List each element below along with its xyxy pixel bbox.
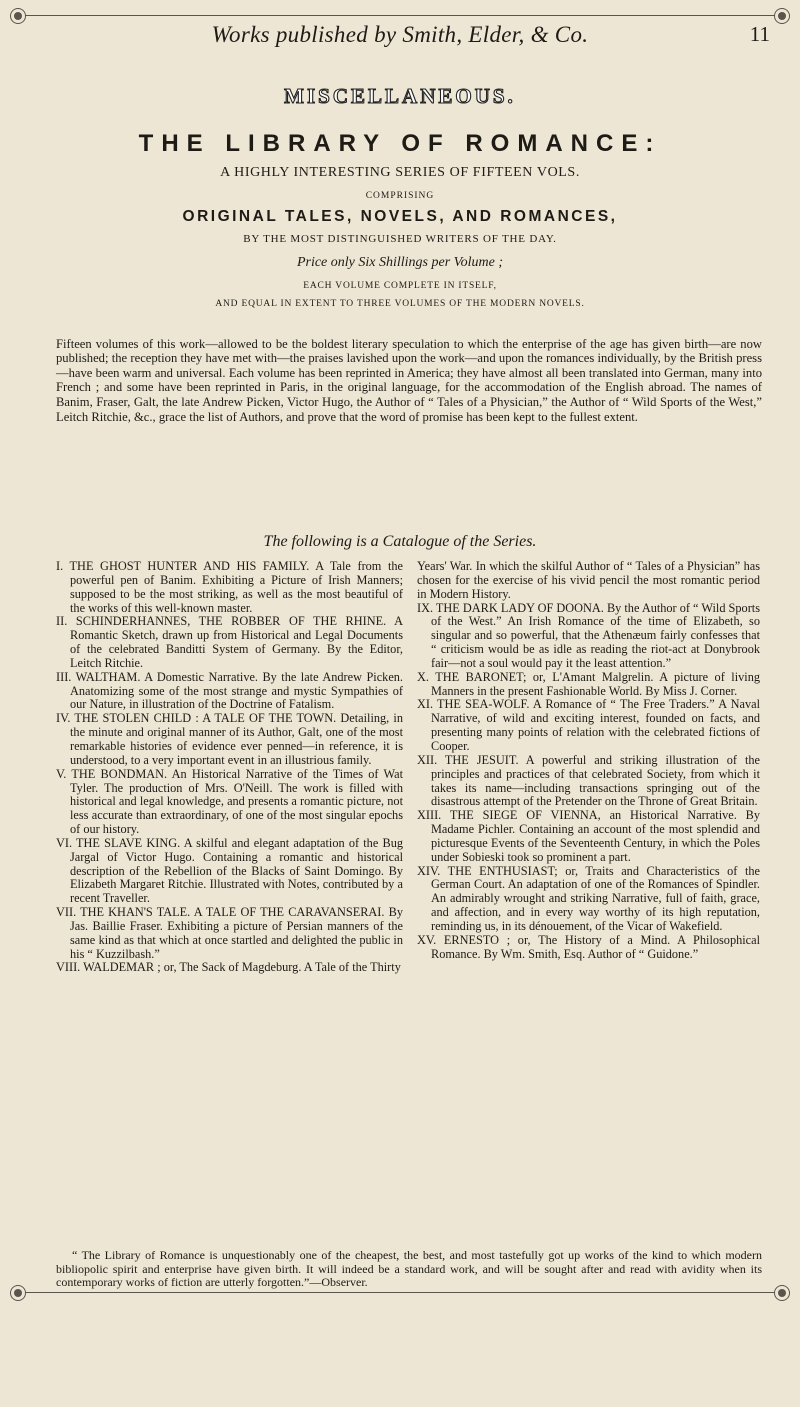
by-line: BY THE MOST DISTINGUISHED WRITERS OF THE DAY. xyxy=(243,233,557,245)
catalogue-entry-continuation: Years' War. In which the skilful Author of “ Tales of a Physician” has chosen for the exercise of his vivid pencil the most romantic period in Modern History. xyxy=(417,559,760,601)
catalogue-entry: XIV. THE ENTHUSIAST; or, Traits and Characteristics of the German Court. An adaptation of one of the Romances of Spindler. An admirably wrought and striking Narrative, full of faith, grace, and affection, and in every way worthy of its high reputation, reminding us, in its dénouement, of the Vicar of Wakefield. xyxy=(417,863,760,933)
catalogue-entry: II. SCHINDERHANNES, THE ROBBER OF THE RHINE. A Romantic Sketch, drawn up from Historical and Legal Documents of the celebrated Banditti System of Germany. By the Editor, Leitch Ritchie. xyxy=(56,614,403,670)
each-volume-line: EACH VOLUME COMPLETE IN ITSELF, xyxy=(303,281,497,291)
section-label: MISCELLANEOUS. xyxy=(284,84,516,108)
catalogue-entry: VIII. WALDEMAR ; or, The Sack of Magdeburg. A Tale of the Thirty xyxy=(56,960,401,975)
bottom-left-ornament xyxy=(10,1285,26,1301)
intro-paragraph: Fifteen volumes of this work—allowed to be the boldest literary speculation to which the enterprise of the age has given birth—are now published; the reception they have met with—the praises lavished upon the work—and upon the romances individually, by the British press—have been warm and universal. Each volume has been reprinted in America; they have almost all been translated into German, many into French ; and some have been reprinted in Paris, in the original language, for the accommodation of the English abroad. The names of Banim, Fraser, Galt, the late Andrew Picken, Victor Hugo, the Author of “ Tales of a Physician,” the Author of “ Wild Sports of the West,” Leitch Ritchie, &c., grace the list of Authors, and prove that the word of promise has been kept to the fullest extent. xyxy=(56,336,762,424)
equal-extent-line: AND EQUAL IN EXTENT TO THREE VOLUMES OF THE MODERN NOVELS. xyxy=(215,299,585,309)
bottom-right-ornament xyxy=(774,1285,790,1301)
main-title: THE LIBRARY OF ROMANCE: xyxy=(138,130,662,157)
running-head: Works published by Smith, Elder, & Co. xyxy=(211,22,589,47)
catalogue-entry: IV. THE STOLEN CHILD : A TALE OF THE TOWN. Detailing, in the minute and original manner of its Author, Galt, one of the most remarkable histories of evidence ever penned—in reference, it is understood, to a very important event in an illustrious family. xyxy=(56,711,403,767)
genres-line: ORIGINAL TALES, NOVELS, AND ROMANCES, xyxy=(182,208,618,225)
catalogue-entry: XV. ERNESTO ; or, The History of a Mind. A Philosophical Romance. By Wm. Smith, Esq. Author of “ Guidone.” xyxy=(417,932,760,961)
catalogue-entry: XI. THE SEA-WOLF. A Romance of “ The Free Traders.” A Naval Narrative, of wild and exciting interest, founded on facts, and presenting many points of relation with the celebrated fictions of Cooper. xyxy=(417,697,760,753)
series-subtitle: A HIGHLY INTERESTING SERIES OF FIFTEEN VOLS. xyxy=(220,165,580,180)
catalogue-entry: XIII. THE SIEGE OF VIENNA, an Historical Narrative. By Madame Pichler. Containing an account of the most splendid and picturesque Events of the Seventeenth Century, in which the Poles under Sobieski took so prominent a part. xyxy=(417,808,760,864)
catalogue-entry: VI. THE SLAVE KING. A skilful and elegant adaptation of the Bug Jargal of Victor Hugo. Containing a romantic and historical description of the Rebellion of the Blacks of Saint Domingo. By Elizabeth Margaret Ritchie. Illustrated with Notes, contributed by a recent Traveller. xyxy=(56,835,403,906)
bottom-rule xyxy=(18,1292,782,1293)
catalogue-right-column xyxy=(417,560,760,961)
page-number: 11 xyxy=(749,22,770,46)
comprising-label: COMPRISING xyxy=(365,191,435,201)
price-line: Price only Six Shillings per Volume ; xyxy=(296,255,504,270)
catalogue-heading: The following is a Catalogue of the Series. xyxy=(263,533,537,550)
press-quote: “ The Library of Romance is unquestionably one of the cheapest, the best, and most tastefully got up works of the kind to which modern bibliopolic spirit and enterprise have given birth. It will indeed be a standard work, and will be sought after and read with avidity when its contemporary works of fiction are utterly forgotten.”—Observer. xyxy=(56,1248,762,1290)
catalogue-entry: IX. THE DARK LADY OF DOONA. By the Author of “ Wild Sports of the West.” An Irish Romance of the time of Elizabeth, so singular and so powerful, that the Athenæum fairly confesses that “ criticism would be as idle as reading the riot-act at Donybrook fair—not a soul would pay it the least attention.” xyxy=(417,600,760,670)
top-rule xyxy=(18,15,782,16)
catalogue-left-column xyxy=(56,560,403,975)
catalogue-entry: XII. THE JESUIT. A powerful and striking illustration of the principles and practices of that celebrated Society, from which it takes its name—including transactions springing out of the disastrous attempt of the Pretender on the Throne of Great Britain. xyxy=(417,752,760,809)
catalogue-entry: V. THE BONDMAN. An Historical Narrative of the Times of Wat Tyler. The production of Mrs. O'Neill. The work is filled with historical and legal knowledge, and presents a romantic picture, not less accurate than extraordinary, of one of the most singular epochs of our history. xyxy=(56,766,403,837)
catalogue-entry: X. THE BARONET; or, L'Amant Malgrelin. A picture of living Manners in the present Fashionable World. By Miss J. Corner. xyxy=(417,669,760,698)
catalogue-entry: I. THE GHOST HUNTER AND HIS FAMILY. A Tale from the powerful pen of Banim. Exhibiting a Picture of Irish Manners; supposed to be the most striking, as well as the most beautiful of the works of this well-known master. xyxy=(56,559,403,615)
catalogue-entry: III. WALTHAM. A Domestic Narrative. By the late Andrew Picken. Anatomizing some of the most strange and mystic Sympathies of our Nature, in illustration of the Doctrine of Fatalism. xyxy=(56,669,403,712)
catalogue-entry: VII. THE KHAN'S TALE. A TALE OF THE CARAVANSERAI. By Jas. Baillie Fraser. Exhibiting a picture of Persian manners of the same kind as that which at once startled and delighted the public in his “ Kuzzilbash.” xyxy=(56,905,403,961)
